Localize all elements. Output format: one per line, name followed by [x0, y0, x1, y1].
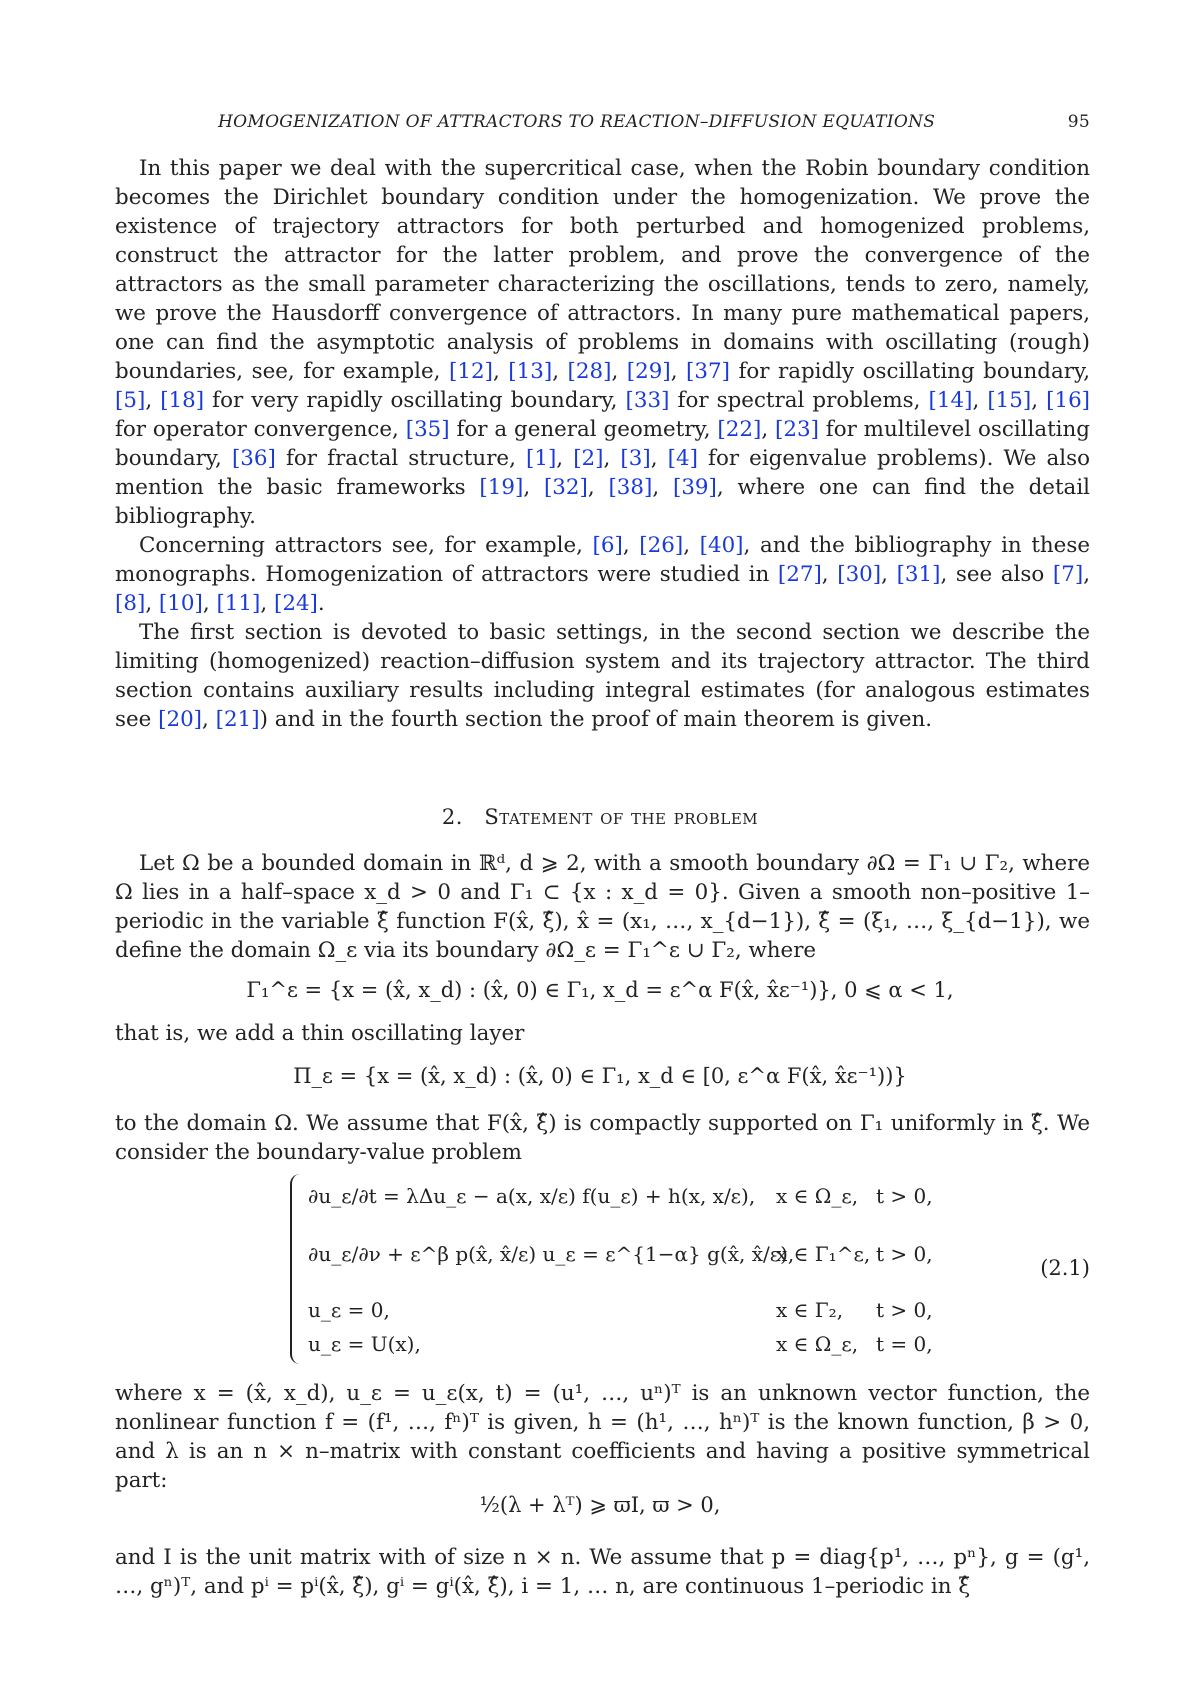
citation-19[interactable]: [19]	[479, 475, 524, 500]
statement-paragraph-4: where x = (x̂, x_d), u_ε = u_ε(x, t) = (u¹, …, uⁿ)ᵀ is an unknown vector function, the nonlinear function f = (f¹, …, fⁿ)ᵀ is given, h = (h¹, …, hⁿ)ᵀ is the known function, β > 0, and λ is an n × n–matrix with constant coefficients and having a positive symmetrical part:	[115, 1381, 1090, 1493]
boundary-value-system	[290, 1172, 970, 1370]
section-title: Statement of the problem	[484, 805, 759, 829]
equation-time: t = 0,	[876, 1332, 933, 1356]
citation-12[interactable]: [12]	[449, 359, 493, 384]
citation-26[interactable]: [26]	[639, 533, 684, 558]
equation-lambda: ½(λ + λᵀ) ⩾ ϖI, ϖ > 0,	[479, 1493, 721, 1517]
system-row	[308, 1298, 958, 1328]
citation-32[interactable]: [32]	[543, 475, 588, 500]
system-row	[308, 1184, 958, 1214]
citation-1[interactable]: [1]	[525, 446, 557, 471]
citation-5[interactable]: [5]	[115, 388, 146, 413]
intro-paragraph-1: In this paper we deal with the supercritical case, when the Robin boundary condition becomes the Dirichlet boundary condition under the homogenization. We prove the existence of trajectory attractors for both perturbed and homogenized problems, construct the attractor for the latter problem, and prove the convergence of the attractors as the small parameter characterizing the oscillations, tends to zero, namely, we prove the Hausdorff convergence of attractors. In many pure mathematical papers, one can find the asymptotic analysis of problems in domains with oscillating (rough) boundaries, see, for example, [12], [13], [28], [29], [37] for rapidly oscillating boundary, [5], [18] for very rapidly oscillating boundary, [33] for spectral problems, [14], [15], [16] for operator convergence, [35] for a general geometry, [22], [23] for multilevel oscillating boundary, [36] for fractal structure, [1], [2], [3], [4] for eigenvalue problems). We also mention the basic frameworks [19], [32], [38], [39], where one can find the detail bibliography.	[115, 156, 1091, 529]
equation-time: t > 0,	[876, 1298, 933, 1322]
citation-2[interactable]: [2]	[573, 446, 604, 471]
citation-8[interactable]: [8]	[115, 591, 146, 616]
section-number: 2.	[441, 805, 463, 829]
statement-paragraph-1: Let Ω be a bounded domain in ℝᵈ, d ⩾ 2, with a smooth boundary ∂Ω = Γ₁ ∪ Γ₂, where Ω lies in a half–space x_d > 0 and Γ₁ ⊂ {x : x_d = 0}. Given a smooth non–positive 1–periodic in the variable ξ̂ function F(x̂, ξ̂), x̂ = (x₁, …, x_{d−1}), ξ̂ = (ξ₁, …, ξ_{d−1}), we define the domain Ω_ε via its boundary ∂Ω_ε = Γ₁^ε ∪ Γ₂, where	[115, 851, 1090, 963]
running-title: HOMOGENIZATION OF ATTRACTORS TO REACTION–DIFFUSION EQUATIONS	[218, 112, 936, 132]
intro-paragraph-2: Concerning attractors see, for example, [6], [26], [40], and the bibliography in these monographs. Homogenization of attractors were studied in [27], [30], [31], see also [7], [8], [10], [11], [24].	[115, 533, 1090, 616]
citation-3[interactable]: [3]	[620, 446, 651, 471]
citation-7[interactable]: [7]	[1052, 562, 1084, 587]
equation-domain: x ∈ Γ₁^ε,	[776, 1242, 871, 1266]
citation-4[interactable]: [4]	[667, 446, 698, 471]
statement-paragraph-2: that is, we add a thin oscillating layer	[115, 1021, 525, 1046]
equation-time: t > 0,	[876, 1184, 933, 1208]
citation-22[interactable]: [22]	[717, 417, 762, 442]
citation-16[interactable]: [16]	[1046, 388, 1091, 413]
citation-28[interactable]: [28]	[567, 359, 612, 384]
citation-10[interactable]: [10]	[158, 591, 203, 616]
citation-13[interactable]: [13]	[508, 359, 553, 384]
citation-39[interactable]: [39]	[672, 475, 717, 500]
introduction-text	[115, 154, 1090, 734]
citation-18[interactable]: [18]	[160, 388, 205, 413]
citation-33[interactable]: [33]	[625, 388, 670, 413]
left-brace	[290, 1174, 302, 1364]
citation-23[interactable]: [23]	[775, 417, 819, 442]
equation-domain: x ∈ Ω_ε,	[776, 1184, 859, 1208]
citation-35[interactable]: [35]	[405, 417, 450, 442]
citation-24[interactable]: [24]	[273, 591, 318, 616]
citation-37[interactable]: [37]	[686, 359, 730, 384]
citation-27[interactable]: [27]	[777, 562, 822, 587]
equation-lhs: u_ε = U(x),	[308, 1332, 421, 1356]
citation-30[interactable]: [30]	[837, 562, 882, 587]
system-row	[308, 1332, 958, 1362]
citation-20[interactable]: [20]	[158, 707, 203, 732]
page-number: 95	[1067, 112, 1090, 132]
equation-lhs: ∂u_ε/∂t = λΔu_ε − a(x, x/ε) f(u_ε) + h(x, x/ε),	[308, 1184, 756, 1208]
equation-lhs: ∂u_ε/∂ν + ε^β p(x̂, x̂/ε) u_ε = ε^{1−α} g(x̂, x̂/ε),	[308, 1242, 795, 1266]
equation-pi: Π_ε = {x = (x̂, x_d) : (x̂, 0) ∈ Γ₁, x_d ∈ [0, ε^α F(x̂, x̂ε⁻¹))}	[293, 1064, 907, 1088]
intro-paragraph-3: The first section is devoted to basic settings, in the second section we describe the limiting (homogenized) reaction–diffusion system and its trajectory attractor. The third section contains auxiliary results including integral estimates (for analogous estimates see [20], [21]) and in the fourth section the proof of main theorem is given.	[115, 620, 1090, 732]
equation-number: (2.1)	[1040, 1256, 1090, 1280]
system-row	[308, 1242, 958, 1272]
statement-paragraph-5: and I is the unit matrix with of size n × n. We assume that p = diag{p¹, …, pⁿ}, g = (g¹, …, gⁿ)ᵀ, and pⁱ = pⁱ(x̂, ξ̂), gⁱ = gⁱ(x̂, ξ̂), i = 1, … n, are continuous 1–periodic in ξ̂	[115, 1545, 1090, 1599]
citation-15[interactable]: [15]	[987, 388, 1032, 413]
equation-time: t > 0,	[876, 1242, 933, 1266]
citation-38[interactable]: [38]	[608, 475, 653, 500]
citation-14[interactable]: [14]	[928, 388, 973, 413]
equation-domain: x ∈ Γ₂,	[776, 1298, 844, 1322]
equation-domain: x ∈ Ω_ε,	[776, 1332, 859, 1356]
citation-6[interactable]: [6]	[592, 533, 623, 558]
citation-40[interactable]: [40]	[699, 533, 744, 558]
equation-gamma: Γ₁^ε = {x = (x̂, x_d) : (x̂, 0) ∈ Γ₁, x_d = ε^α F(x̂, x̂ε⁻¹)}, 0 ⩽ α < 1,	[246, 978, 954, 1002]
citation-21[interactable]: [21]	[215, 707, 260, 732]
citation-29[interactable]: [29]	[626, 359, 671, 384]
citation-31[interactable]: [31]	[896, 562, 941, 587]
citation-36[interactable]: [36]	[231, 446, 276, 471]
citation-11[interactable]: [11]	[216, 591, 261, 616]
section-heading	[0, 805, 1200, 829]
equation-lhs: u_ε = 0,	[308, 1298, 390, 1322]
statement-paragraph-3: to the domain Ω. We assume that F(x̂, ξ̂) is compactly supported on Γ₁ uniformly in ξ̂. We consider the boundary-value problem	[115, 1111, 1090, 1165]
